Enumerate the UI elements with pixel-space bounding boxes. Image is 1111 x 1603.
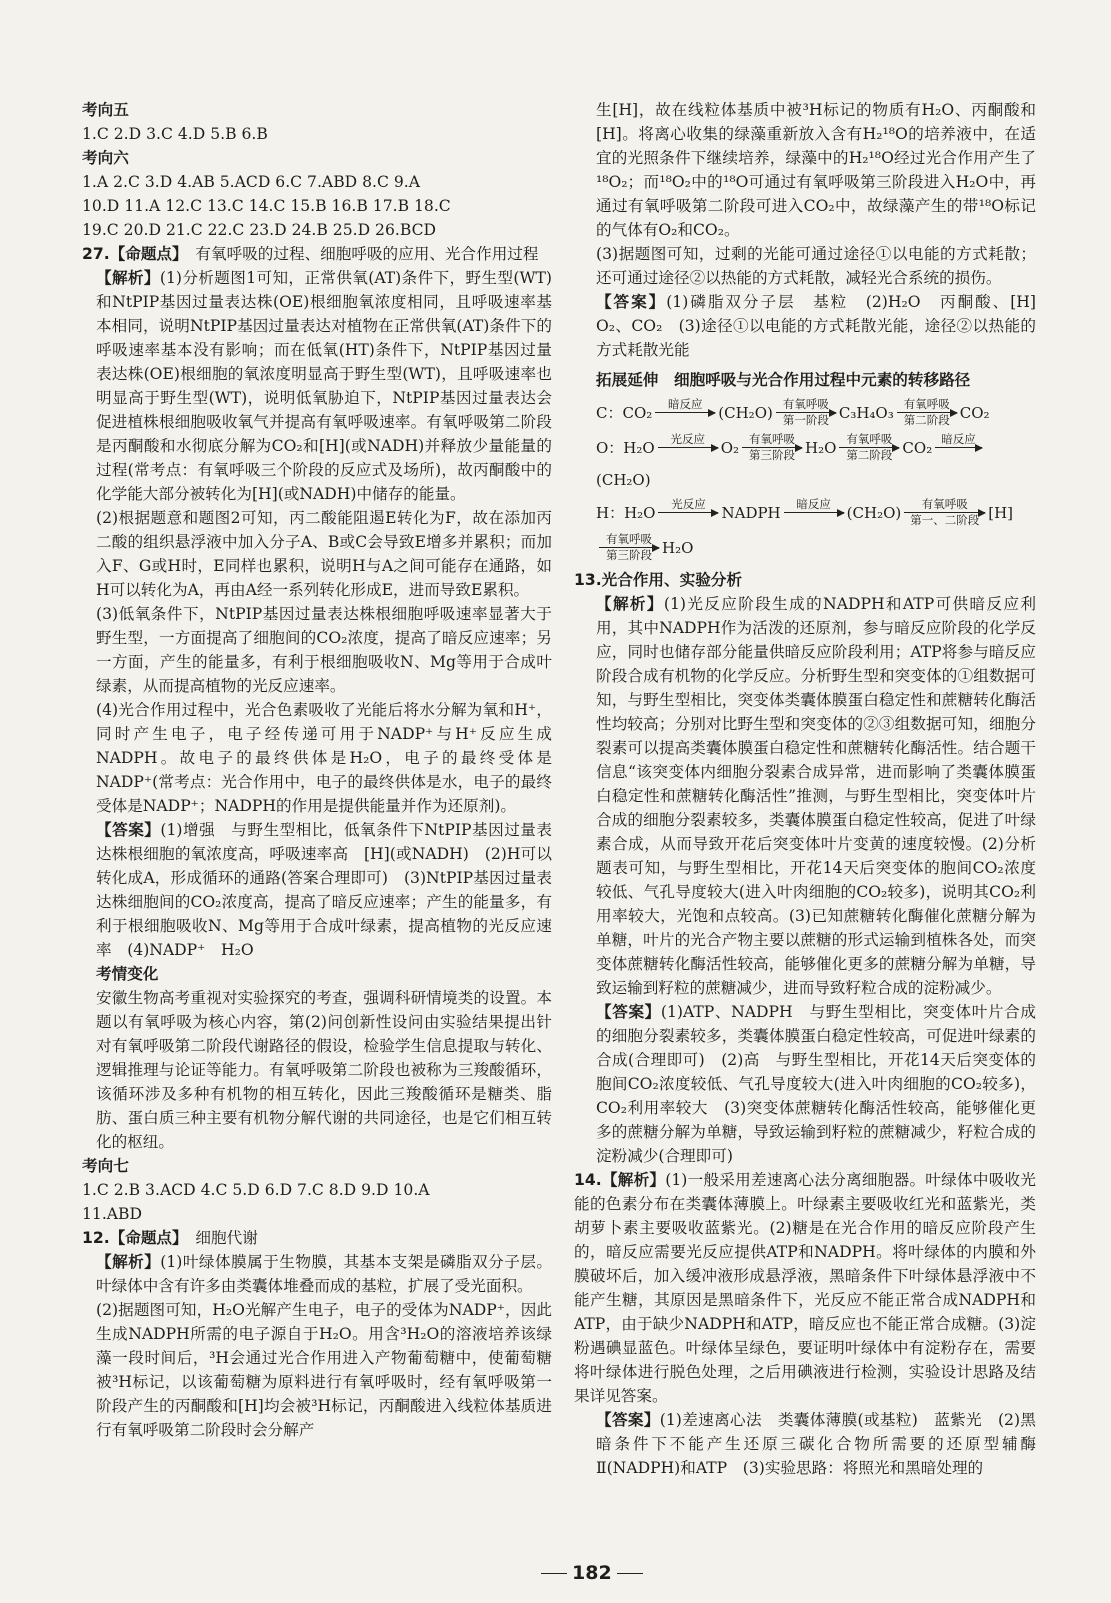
page-number: 182 [536,1562,648,1584]
q13-jiexi: 【解析】(1)光反应阶段生成的NADPH和ATP可供暗反应利用，其中NADPH作为活泼的还原剂，参与暗反应阶段的化学反应，同时也储存部分能量供暗反应阶段利用；ATP将参与暗反应阶段合成有机物的化学反应。分析野生型和突变体的①组数据可知，与野生型相比，突变体类囊体膜蛋白稳定性和蔗糖转化酶活性均较高；分别对比野生型和突变体的②③组数据可知，细胞分裂素可以提高类囊体膜蛋白稳定性和蔗糖转化酶活性。结合题干信息“该突变体内细胞分裂素合成异常，进而影响了类囊体膜蛋白稳定性和蔗糖转化酶活性”推测，与野生型相比，突变体叶片合成的细胞分裂素较多，类囊体膜蛋白稳定性较高，促进了叶绿素合成，从而导致开花后突变体叶片变黄的速度较慢。(2)分析题表可知，与野生型相比，开花14天后突变体的胞间CO₂浓度较低、气孔导度较大(进入叶肉细胞的CO₂较多)，说明其CO₂利用率较大，光饱和点较高。(3)已知蔗糖转化酶催化蔗糖分解为单糖，叶片的光合产物主要以蔗糖的形式运输到植株各处，而突变体蔗糖转化酶活性较高，能够催化更多的蔗糖分解为单糖，导致运输到籽粒的蔗糖减少，进而导致籽粒合成的淀粉减少。 [596,595,1036,997]
q27-jiexi-2: (2)根据题意和题图2可知，丙二酸能阻遏E转化为F，故在添加丙二酸的组织悬浮液中加入分子A、B或C会导致E增多并累积；而加入F、G或H时，E同样也累积，说明H与A之间可能存在通路，如H可以转化为A，再由A经一系列转化形成E，进而导致E累积。 [96,509,552,599]
h-arrow-4: 有氧呼吸 第三阶段 [599,533,659,562]
q12-mingti: 12.【命题点】 细胞代谢 [82,1229,258,1247]
o-arrow-4: 暗反应 [935,433,982,462]
o-arrow-2: 有氧呼吸 第三阶段 [742,433,802,462]
kaoqing-text: 安徽生物高考重视对实验探究的考查，强调科研情境类的设置。本题以有氧呼吸为核心内容，第(2)问创新性设问由实验结果提出针对有氧呼吸第二阶段代谢路径的假设，检验学生信息提取与转化、逻辑推理与论证等能力。有氧呼吸第二阶段也被称为三羧酸循环，该循环涉及多种有机物的相互转化，因此三羧酸循环是糖类、脂肪、蛋白质三种主要有机物分解代谢的共同途径，也是它们相互转化的枢纽。 [96,989,552,1151]
h-arrow-2: 暗反应 [784,498,844,527]
extension-title: 拓展延伸 细胞呼吸与光合作用过程中元素的转移路径 [596,371,971,389]
c-arrow-2: 有氧呼吸 第一阶段 [776,398,836,427]
h-node-1: NADPH [721,503,781,522]
hydrogen-path-end [596,533,1036,562]
o-arrow-3: 有氧呼吸 第二阶段 [839,433,899,462]
o-start: O：H₂O [596,438,655,457]
h-arrow-3: 有氧呼吸 第一、二阶段 [904,498,985,527]
o-node-1: O₂ [720,438,740,457]
oxygen-path-end [596,468,1036,492]
h-node-2: (CH₂O) [846,503,902,522]
answers-6-row-1: 1.A 2.C 3.D 4.AB 5.ACD 6.C 7.ABD 8.C 9.A [82,173,421,191]
h-node-3: [H] [988,503,1014,522]
o-arrow-1: 光反应 [658,433,718,462]
q12-jiexi-1: 【解析】(1)叶绿体膜属于生物膜，其基本支架是磷脂双分子层。叶绿体中含有许多由类囊体堆叠而成的基粒，扩展了受光面积。 [96,1253,552,1295]
c-arrow-3: 有氧呼吸 第二阶段 [897,398,957,427]
oxygen-path [596,433,1036,462]
h-start: H：H₂O [596,503,656,522]
q27-daan: 【答案】(1)增强 与野生型相比，低氧条件下NtPIP基因过量表达株根细胞的氧浓度高，呼吸速率高 [H](或NADH) (2)H可以转化成A，形成循环的通路(答案合理即可) (3)NtPIP基因过量表达株细胞间的CO₂浓度高，提高了暗反应速率；产生的能量多，有利于根细胞吸收N、Mg等用于合成叶绿素，提高植物的光反应速率 (4)NADP⁺ H₂O [96,821,552,959]
q12-daan: 【答案】(1)磷脂双分子层 基粒 (2)H₂O 丙酮酸、[H] O₂、CO₂ (3)途径①以电能的方式耗散光能，途径②以热能的方式耗散光能 [596,293,1052,359]
section-title-7: 考向七 [82,1157,129,1175]
c-start: C：CO₂ [596,403,653,422]
kaoqing-title: 考情变化 [96,965,159,983]
c-node-1: (CH₂O) [718,403,773,422]
c-node-2: C₃H₄O₃ [838,403,894,422]
q14-jiexi: 14.【解析】(1)一般采用差速离心法分离细胞器。叶绿体中吸收光能的色素分布在类囊体薄膜上。叶绿素主要吸收红光和蓝紫光，类胡萝卜素主要吸收蓝紫光。(2)糖是在光合作用的暗反应阶段产生的，暗反应需要光反应提供ATP和NADPH。将叶绿体的内膜和外膜破坏后，加入缓冲液形成悬浮液，黑暗条件下叶绿体悬浮液中不能产生糖，其原因是黑暗条件下，光反应不能正常合成NADPH和ATP，由于缺少NADPH和ATP，暗反应也不能正常合成糖。(3)淀粉遇碘显蓝色。叶绿体呈绿色，要证明叶绿体中有淀粉存在，需要将叶绿体进行脱色处理，之后用碘液进行检测，实验设计思路及结果详见答案。 [574,1171,1036,1405]
section-title-6: 考向六 [82,149,129,167]
answers-5: 1.C 2.D 3.C 4.D 5.B 6.B [82,125,268,143]
o-node-3: CO₂ [902,438,933,457]
q14-daan: 【答案】(1)差速离心法 类囊体薄膜(或基粒) 蓝紫光 (2)黑暗条件下不能产生还原三碳化合物所需要的还原型辅酶Ⅱ(NADPH)和ATP (3)实验思路：将照光和黑暗处理的 [596,1411,1036,1477]
h-node-4: H₂O [662,538,694,557]
answers-7-row-1: 1.C 2.B 3.ACD 4.C 5.D 6.D 7.C 8.D 9.D 10.A [82,1181,430,1199]
answers-6-row-2: 10.D 11.A 12.C 13.C 14.C 15.B 16.B 17.B 18.C [82,197,451,215]
q27-mingti: 27.【命题点】 有氧呼吸的过程、细胞呼吸的应用、光合作用过程 [82,245,539,263]
answers-7-row-2: 11.ABD [82,1205,143,1223]
section-title-5: 考向五 [82,101,129,119]
o-node-4: (CH₂O) [596,471,651,489]
q12-jiexi-3: (3)据题图可知，过剩的光能可通过途径①以电能的方式耗散；还可通过途径②以热能的方式耗散，减轻光合系统的损伤。 [596,245,1036,287]
q13-daan: 【答案】(1)ATP、NADPH 与野生型相比，突变体叶片合成的细胞分裂素较多，类囊体膜蛋白稳定性较高，可促进叶绿素的合成(合理即可) (2)高 与野生型相比，开花14天后突变体的胞间CO₂浓度较低、气孔导度较大(进入叶肉细胞的CO₂较多)，CO₂利用率较大 (3)突变体蔗糖转化酶活性较高，能够催化更多的蔗糖分解为单糖，导致运输到籽粒的蔗糖减少，籽粒合成的淀粉减少(合理即可) [596,1003,1036,1165]
left-column [82,98,552,1442]
q27-jiexi-4: (4)光合作用过程中，光合色素吸收了光能后将水分解为氧和H⁺，同时产生电子，电子经传递可用于NADP⁺与H⁺反应生成NADPH。故电子的最终供体是H₂O，电子的最终受体是NADP⁺(常考点：光合作用中，电子的最终供体是水，电子的最终受体是NADP⁺；NADPH的作用是提供能量并作为还原剂)。 [96,701,552,815]
q12-jiexi-2: (2)据题图可知，H₂O光解产生电子，电子的受体为NADP⁺，因此生成NADPH所需的电子源自于H₂O。用含³H₂O的溶液培养该绿藻一段时间后，³H会通过光合作用进入产物葡萄糖中，使葡萄糖被³H标记，以该葡萄糖为原料进行有氧呼吸时，经有氧呼吸第一阶段产生的丙酮酸和[H]均会被³H标记，丙酮酸进入线粒体基质进行有氧呼吸第二阶段时会分解产 [96,1301,552,1439]
carbon-path [596,398,1036,427]
h-arrow-1: 光反应 [658,498,718,527]
hydrogen-path [596,498,1036,527]
answers-6-row-3: 19.C 20.D 21.C 22.C 23.D 24.B 25.D 26.BCD [82,221,437,239]
q13-mingti: 13.光合作用、实验分析 [574,571,742,589]
o-node-2: H₂O [805,438,837,457]
q12-continued: 生[H]，故在线粒体基质中被³H标记的物质有H₂O、丙酮酸和[H]。将离心收集的绿藻重新放入含有H₂¹⁸O的培养液中，在适宜的光照条件下继续培养，绿藻中的H₂¹⁸O经过光合作用产生了¹⁸O₂；而¹⁸O₂中的¹⁸O可通过有氧呼吸第三阶段进入H₂O中，再通过有氧呼吸第二阶段可进入CO₂中，故绿藻产生的带¹⁸O标记的气体有O₂和CO₂。 [596,101,1036,239]
c-arrow-1: 暗反应 [655,398,715,427]
q27-jiexi-1: 【解析】(1)分析题图1可知，正常供氧(AT)条件下，野生型(WT)和NtPIP基因过量表达株(OE)根细胞氧浓度相同，且呼吸速率基本相同，说明NtPIP基因过量表达对植物在正常供氧(AT)条件下的呼吸速率基本没有影响；而在低氧(HT)条件下，NtPIP基因过量表达株(OE)根细胞的氧浓度明显高于野生型(WT)，且呼吸速率也明显高于野生型(WT)，说明低氧胁迫下，NtPIP基因过量表达会促进植株根细胞吸收氧气并提高有氧呼吸速率。有氧呼吸第二阶段是丙酮酸和水彻底分解为CO₂和[H](或NADH)并释放少量能量的过程(常考点：有氧呼吸三个阶段的反应式及场所)，故丙酮酸中的化学能大部分被转化为[H](或NADH)中储存的能量。 [96,269,552,503]
right-column [574,98,1052,1480]
c-node-3: CO₂ [959,403,990,422]
q27-jiexi-3: (3)低氧条件下，NtPIP基因过量表达株根细胞呼吸速率显著大于野生型，一方面提高了细胞间的CO₂浓度，提高了暗反应速率；另一方面，产生的能量多，有利于根细胞吸收N、Mg等用于合成叶绿素，从而提高植物的光反应速率。 [96,605,552,695]
